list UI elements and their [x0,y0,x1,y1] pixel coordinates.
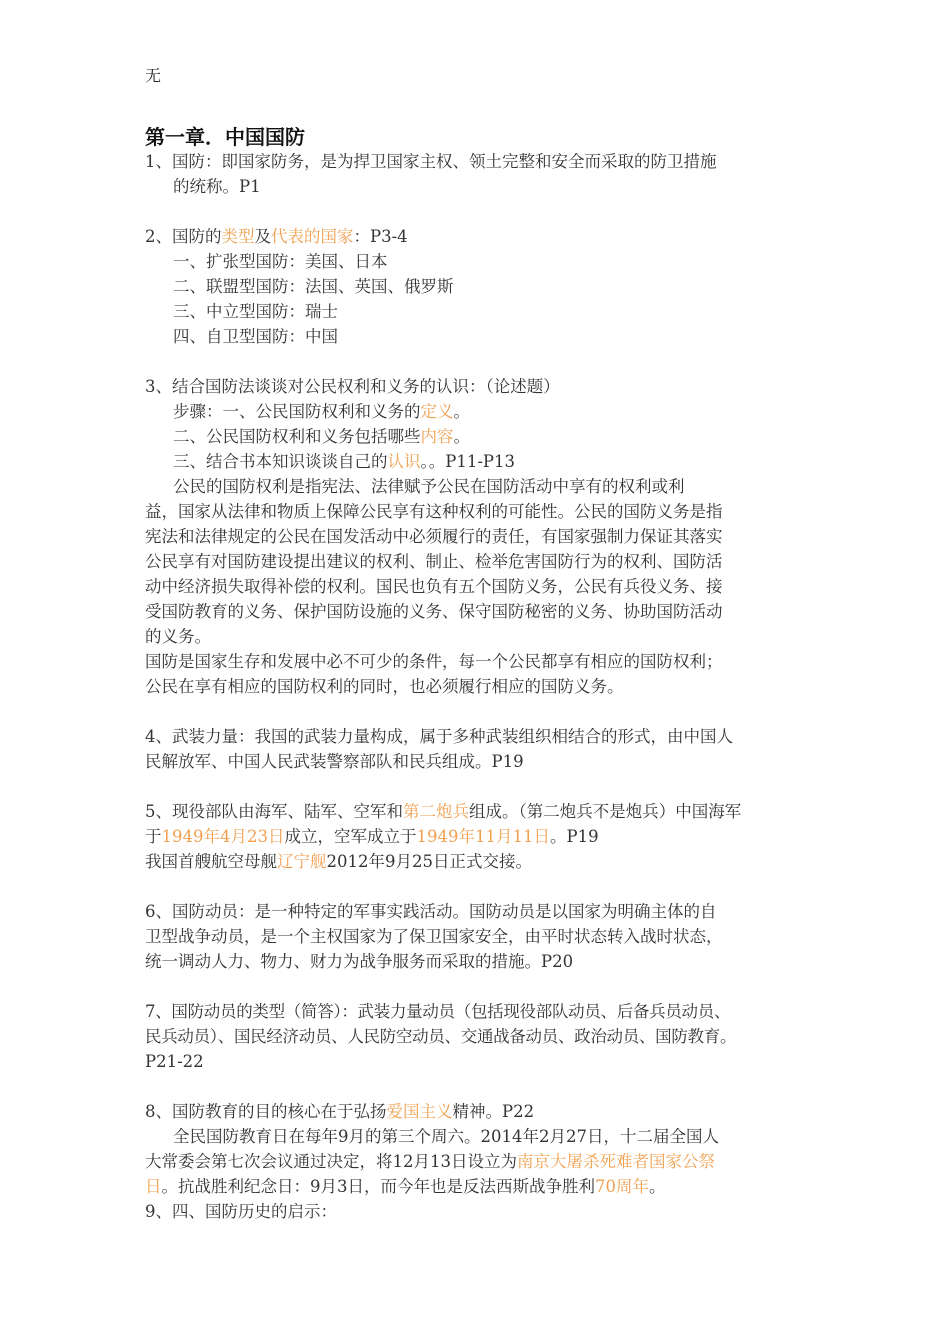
step-text: 。 [453,427,470,446]
step-text: 。。P11-P13 [420,452,516,471]
section-8-text: 大常委会第七次会议通过决定，将12月13日设立为 [145,1152,517,1171]
paragraph-line: 的义务。 [145,627,211,646]
header-text: 无 [145,66,162,85]
paragraph-line: 宪法和法律规定的公民在国发活动中必须履行的责任，有国家强制力保证其落实 [145,527,723,546]
step-text: 三、结合书本知识谈谈自己的 [173,452,388,471]
highlight-70th-anniversary: 70周年 [595,1177,649,1196]
section-5-text: 于 [145,827,162,846]
section-3-step-2 [173,424,470,449]
highlight-definition: 定义 [420,402,454,421]
section-6-line-3: 统一调动人力、物力、财力为战争服务而采取的措施。P20 [145,952,574,971]
section-8-line-3 [145,1149,715,1174]
paragraph-line: 动中经济损失取得补偿的权利。国民也负有五个国防义务，公民有兵役义务、接 [145,577,723,596]
section-1-line-2: 的统称。P1 [173,177,261,196]
section-6-line-1: 6、国防动员：是一种特定的军事实践活动。国防动员是以国家为明确主体的自 [145,902,717,921]
list-item: 三、中立型国防：瑞士 [173,302,338,321]
list-item: 一、扩张型国防：美国、日本 [173,252,388,271]
paragraph-line: 公民的国防权利是指宪法、法律赋予公民在国防活动中享有的权利或利 [173,477,685,496]
section-5-text: 我国首艘航空母舰 [145,852,277,871]
section-5-text: 成立，空军成立于 [284,827,417,846]
paragraph-line: 国防是国家生存和发展中必不可少的条件，每一个公民都享有相应的国防权利； [145,652,723,671]
section-8-text: 8、国防教育的目的核心在于弘扬 [145,1102,387,1121]
section-8-line-2: 全民国防教育日在每年9月的第三个周六。2014年2月27日，十二届全国人 [173,1127,719,1146]
section-4-line-1: 4、武装力量：我国的武装力量构成，属于多种武装组织相结合的形式，由中国人 [145,727,733,746]
highlight-types: 类型 [221,227,255,246]
highlight-countries: 代表的国家 [271,227,354,246]
step-text: 。 [453,402,470,421]
section-5-line-1 [145,799,741,824]
section-8-text: 。抗战胜利纪念日：9月3日，而今年也是反法西斯战争胜利 [161,1177,595,1196]
section-2-title-text: ：P3-4 [353,227,408,246]
chapter-title: 第一章．中国国防 [145,125,305,149]
section-7-line-2: 民兵动员）、国民经济动员、人民防空动员、交通战备动员、政治动员、国防教育。 [145,1027,737,1046]
highlight-content: 内容 [420,427,454,446]
paragraph-line: 益，国家从法律和物质上保障公民享有这种权利的可能性。公民的国防义务是指 [145,502,723,521]
section-5-line-3 [145,849,532,874]
section-2-title [145,224,408,249]
step-text: 步骤：一、公民国防权利和义务的 [173,402,421,421]
section-8-line-1 [145,1099,534,1124]
list-item: 四、自卫型国防：中国 [173,327,338,346]
section-5-text: 。P19 [549,827,599,846]
section-4-line-2: 民解放军、中国人民武装警察部队和民兵组成。P19 [145,752,524,771]
highlight-airforce-date: 1949年11月11日 [416,827,550,846]
section-9-line-1: 9、四、国防历史的启示： [145,1202,337,1221]
paragraph-line: 公民享有对国防建设提出建议的权利、制止、检举危害国防行为的权利、国防活 [145,552,723,571]
section-8-text: 。 [649,1177,666,1196]
section-5-text: 组成。（第二炮兵不是炮兵）中国海军 [469,802,742,821]
highlight-memorial-day: 日 [145,1177,162,1196]
section-3-step-3 [173,449,515,474]
section-2-title-text: 及 [254,227,271,246]
section-5-text: 5、现役部队由海军、陆军、空军和 [145,802,403,821]
highlight-second-artillery: 第二炮兵 [403,802,469,821]
section-5-line-2 [145,824,599,849]
section-7-line-3: P21-22 [145,1052,204,1071]
section-3-title: 3、结合国防法谈谈对公民权利和义务的认识：（论述题） [145,377,560,396]
paragraph-line: 公民在享有相应的国防权利的同时，也必须履行相应的国防义务。 [145,677,624,696]
highlight-understanding: 认识 [387,452,421,471]
highlight-patriotism: 爱国主义 [386,1102,453,1121]
highlight-navy-date: 1949年4月23日 [161,827,285,846]
section-8-line-4 [145,1174,666,1199]
list-item: 二、联盟型国防：法国、英国、俄罗斯 [173,277,454,296]
section-1-line-1: 1、国防：即国家防务，是为捍卫国家主权、领土完整和安全而采取的防卫措施 [145,152,717,171]
section-2-title-text: 2、国防的 [145,227,222,246]
highlight-memorial: 南京大屠杀死难者国家公祭 [517,1152,715,1171]
section-8-text: 精神。P22 [452,1102,535,1121]
highlight-liaoning: 辽宁舰 [277,852,327,871]
section-6-line-2: 卫型战争动员，是一个主权国家为了保卫国家安全，由平时状态转入战时状态， [145,927,723,946]
section-3-step-1 [173,399,470,424]
paragraph-line: 受国防教育的义务、保护国防设施的义务、保守国防秘密的义务、协助国防活动 [145,602,723,621]
step-text: 二、公民国防权利和义务包括哪些 [173,427,421,446]
section-7-line-1: 7、国防动员的类型（简答）：武装力量动员（包括现役部队动员、后备兵员动员、 [145,1002,731,1021]
section-5-text: 2012年9月25日正式交接。 [326,852,532,871]
